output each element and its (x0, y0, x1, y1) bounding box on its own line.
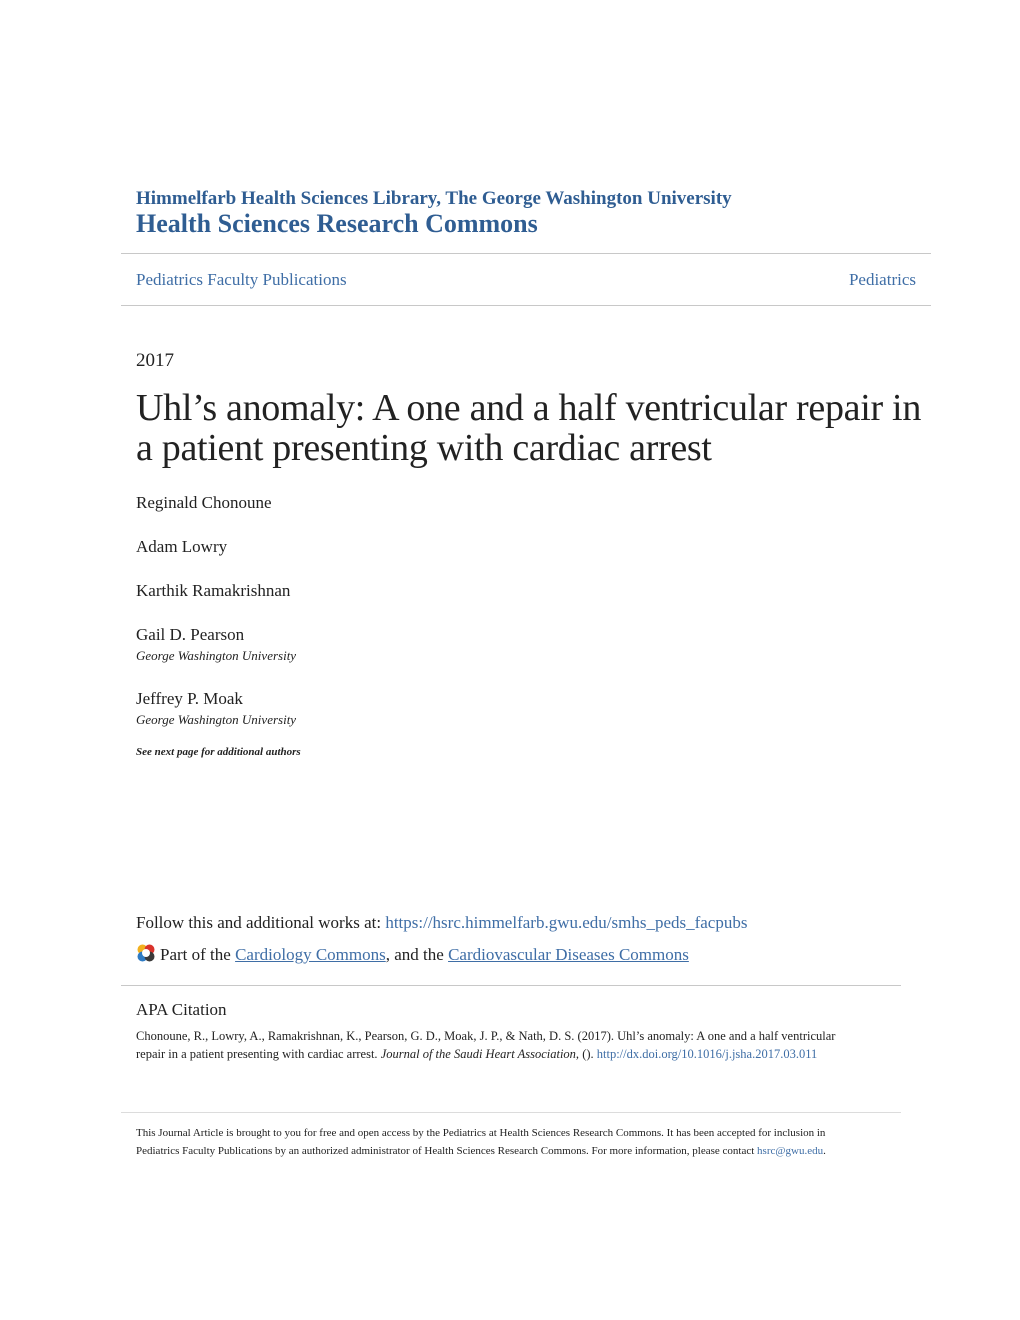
author-entry (136, 624, 836, 666)
part-of-prefix: Part of the (160, 945, 236, 964)
commons-network-icon (136, 943, 156, 963)
collection-link[interactable]: Pediatrics Faculty Publications (136, 270, 347, 289)
journal-name: Journal of the Saudi Heart Association, (380, 1047, 580, 1061)
department-link[interactable]: Pediatrics (848, 270, 916, 289)
citation-text (136, 1027, 866, 1063)
author-name: Adam Lowry (136, 537, 228, 556)
additional-authors-note: See next page for additional authors (136, 746, 301, 758)
author-entry (136, 492, 836, 514)
institution-name: Himmelfarb Health Sciences Library, The George Washington University (136, 188, 732, 209)
collection-url-link[interactable]: https://hsrc.himmelfarb.gwu.edu/smhs_peds_facpubs (385, 913, 748, 932)
repository-name[interactable]: Health Sciences Research Commons (136, 209, 538, 238)
nav-divider (121, 305, 931, 306)
part-of-line (136, 943, 689, 965)
follow-line (136, 913, 747, 933)
header-divider (121, 253, 931, 254)
citation-body: Chonoune, R., Lowry, A., Ramakrishnan, K., Pearson, G. D., Moak, J. P., & Nath, D. S. (2017). Uhl’s anomaly: A one and a half ventricular repair in a patient presenting with cardiac arrest. (136, 1029, 836, 1061)
notice-divider (121, 1112, 901, 1113)
access-notice (136, 1124, 866, 1160)
contact-email-link[interactable]: hsrc@gwu.edu (757, 1145, 824, 1157)
author-affiliation: George Washington University (136, 712, 297, 727)
author-affiliation: George Washington University (136, 648, 297, 663)
cardiovascular-diseases-commons-link[interactable]: Cardiovascular Diseases Commons (448, 945, 689, 964)
doi-link[interactable]: http://dx.doi.org/10.1016/j.jsha.2017.03.011 (596, 1047, 818, 1061)
author-name: Karthik Ramakrishnan (136, 581, 291, 600)
author-name: Reginald Chonoune (136, 493, 272, 512)
author-name: Gail D. Pearson (136, 625, 245, 644)
notice-end: . (823, 1145, 826, 1157)
citation-divider (121, 985, 901, 986)
publication-year: 2017 (136, 350, 174, 371)
author-entry (136, 580, 836, 602)
citation-heading: APA Citation (136, 1000, 227, 1019)
author-name: Jeffrey P. Moak (136, 689, 243, 708)
notice-text: This Journal Article is brought to you for free and open access by the Pediatrics at Health Sciences Research Commons. It has been accepted for inclusion in Pediatrics Faculty Publications by an authorized administrator of Health Sciences Research Commons. For more information, please contact (136, 1127, 826, 1157)
author-entry (136, 536, 836, 558)
commons-separator: , and the (385, 945, 449, 964)
author-list (136, 492, 836, 758)
follow-label: Follow this and additional works at: (136, 913, 386, 932)
citation-issue: (). (579, 1047, 597, 1061)
article-title: Uhl’s anomaly: A one and a half ventricular repair in a patient presenting with cardiac arrest (136, 387, 922, 469)
cardiology-commons-link[interactable]: Cardiology Commons (235, 945, 386, 964)
author-entry (136, 688, 836, 730)
